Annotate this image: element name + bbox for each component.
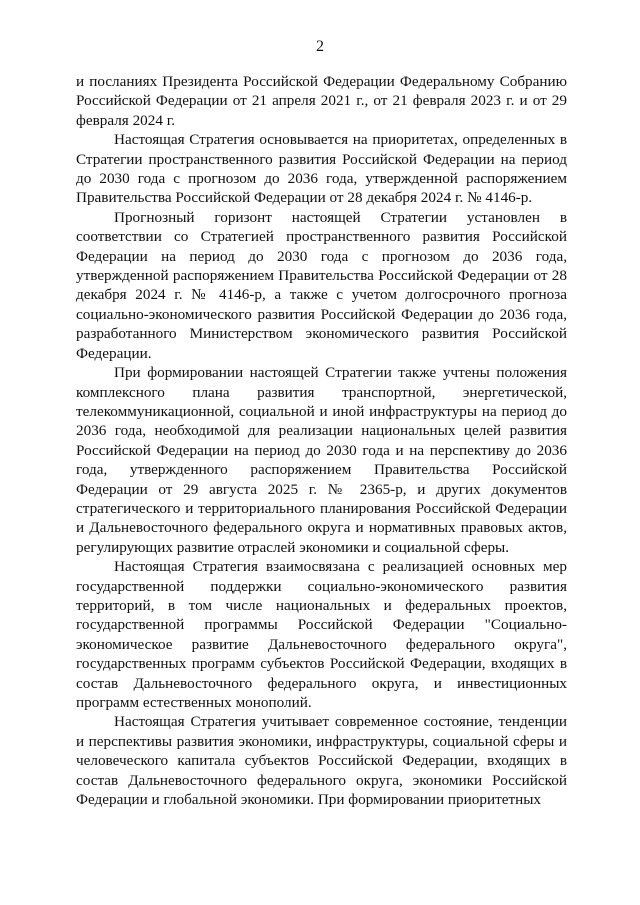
paragraph-forecast-horizon: Прогнозный горизонт настоящей Стратегии установлен в соответствии со Стратегией пространственного развития Российской Федерации на период до 2030 года с прогнозом до 2036 года, утвержденной распоряжением Правительства Российской Федерации от 28 декабря 2024 г. № 4146-р, а также с учетом долгосрочного прогноза социально-экономического развития Российской Федерации до 2036 года, разработанного Министерством экономического развития Российской Федерации. <box>76 208 567 362</box>
paragraph-continuation: и посланиях Президента Российской Федерации Федеральному Собранию Российской Федерации от 21 апреля 2021 г., от 21 февраля 2023 г. и от 29 февраля 2024 г. <box>76 73 567 129</box>
paragraph-considered-provisions: При формировании настоящей Стратегии также учтены положения комплексного плана развития транспортной, энергетической, телекоммуникационной, социальной и иной инфраструктуры на период до 2036 года, необходимой для реализации национальных целей развития Российской Федерации на период до 2030 года и на перспективу до 2036 года, утвержденного распоряжением Правительства Российской Федерации от 29 августа 2025 г. № 2365-р, и других документов стратегического и территориального планирования Российской Федерации и Дальневосточного федерального округа и нормативных правовых актов, регулирующих развитие отраслей экономики и социальной сферы. <box>76 364 567 556</box>
paragraph-strategy-priorities: Настоящая Стратегия основывается на приоритетах, определенных в Стратегии пространственного развития Российской Федерации на период до 2030 года с прогнозом до 2036 года, утвержденной распоряжением Правительства Российской Федерации от 28 декабря 2024 г. № 4146-р. <box>76 131 567 207</box>
page-number: 2 <box>316 38 324 55</box>
document-body <box>76 72 567 809</box>
paragraph-current-state: Настоящая Стратегия учитывает современное состояние, тенденции и перспективы развития экономики, инфраструктуры, социальной сферы и человеческого капитала субъектов Российской Федерации, входящих в состав Дальневосточного федерального округа, экономики Российской Федерации и глобальной экономики. При формировании приоритетных <box>76 713 567 809</box>
paragraph-state-support: Настоящая Стратегия взаимосвязана с реализацией основных мер государственной поддержки социально-экономического развития территорий, в том числе национальных и федеральных проектов, государственной программы Российской Федерации "Социально-экономическое развитие Дальневосточного федерального округа", государственных программ субъектов Российской Федерации, входящих в состав Дальневосточного федерального округа, и инвестиционных программ естественных монополий. <box>76 558 567 711</box>
